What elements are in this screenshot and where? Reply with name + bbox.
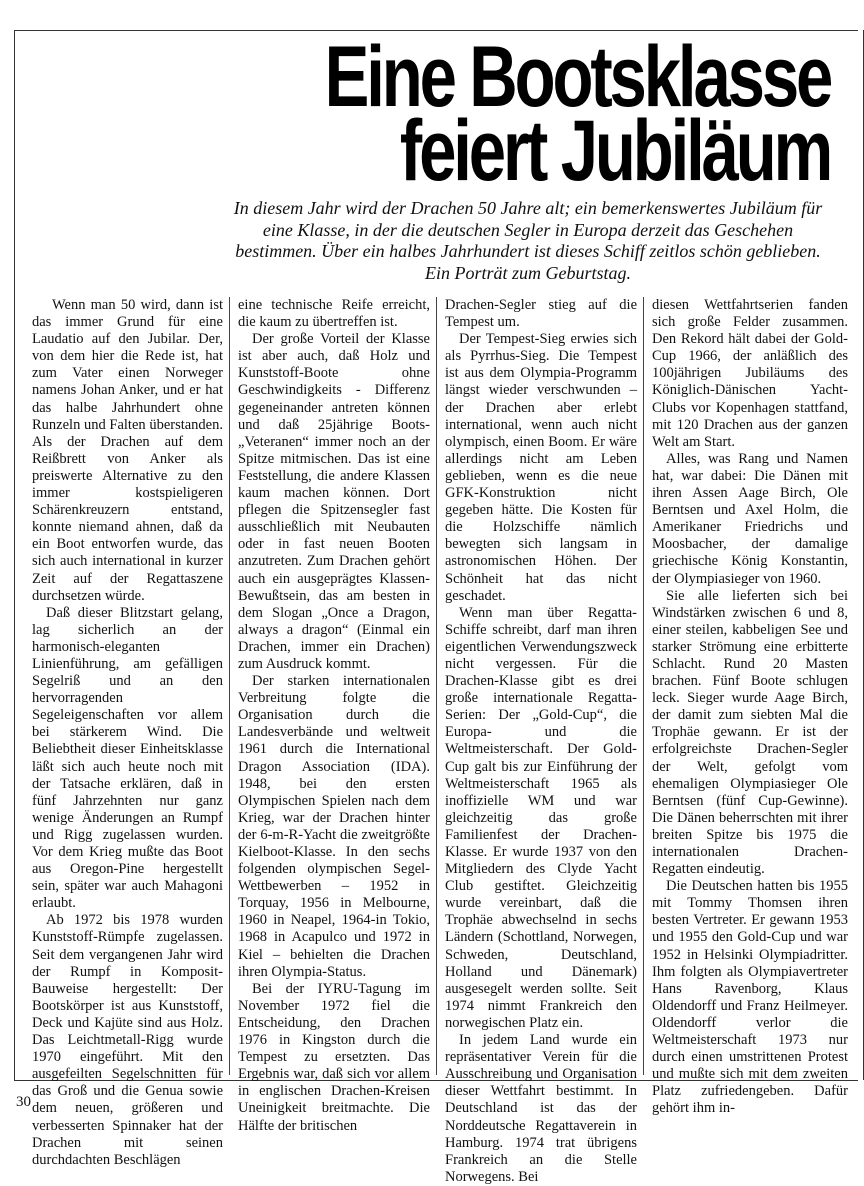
paragraph: Der Tempest-Sieg erwies sich als Pyrrhus-Sieg. Die Tempest ist aus dem Olympia-Programm längst wieder verschwunden – der Drachen aber erlebt international, wenn auch nicht olympisch, einen Boom. Er wäre allerdings nicht am Leben geblieben, wenn es die neue GFK-Konstruktion nicht gegeben hätte. Die Kosten für die Holzschiffe nämlich bewegten sich langsam in astronomischen Höhen. Der Schönheit hat das nicht geschadet. <box>445 331 637 604</box>
paragraph: Die Deutschen hatten bis 1955 mit Tommy Thomsen ihren besten Vertreter. Er gewann 1953 und 1955 den Gold-Cup und war 1952 in Helsinki Olympiadritter. Ihm folgten als Olympiavertreter Hans Ravenborg, Klaus Oldendorff und Franz Heilmeyer. Oldendorff verlor die Weltmeisterschaft 1973 nur durch einen umstrittenen Protest und mußte sich mit dem zweiten Platz zufriedengeben. Dafür gehört ihm in- <box>652 878 848 1117</box>
paragraph: eine technische Reife erreicht, die kaum zu übertreffen ist. <box>238 297 430 331</box>
headline-line-1: Eine Bootsklasse <box>324 29 830 125</box>
headline <box>324 29 830 199</box>
headline-line-2: feiert Jubiläum <box>399 103 830 199</box>
paragraph: Der große Vorteil der Klasse ist aber auch, daß Holz und Kunststoff-Boote ohne Geschwindigkeits - Differenz gegeneinander antreten können und daß 25jährige Boots-„Veteranen“ immer noch an der Spitze mitmischen. Das ist eine Feststellung, die andere Klassen kaum machen können. Dort pflegen die Spitzensegler fast ausschließlich mit Neubauten oder in fast neuen Booten anzutreten. Zum Drachen gehört auch ein ausgeprägtes Klassen-Bewußtsein, das am besten in dem Slogan „Once a Dragon, always a dragon“ (Einmal ein Drachen, immer ein Drachen) zum Ausdruck kommt. <box>238 331 430 672</box>
paragraph: In jedem Land wurde ein repräsentativer Verein für die Ausschreibung und Organisation dieser Wettfahrt bestimmt. In Deutschland ist das der Norddeutsche Regattaverein in Hamburg. 1974 trat übrigens Frankreich an die Stelle Norwegens. Bei <box>445 1032 637 1185</box>
paragraph: Wenn man 50 wird, dann ist das immer Grund für eine Laudatio auf den Jubilar. Der, von dem hier die Rede ist, hat zum Vater einen Norweger namens Johan Anker, und er hat das halbe Jahrhundert ohne Runzeln und Falten überstanden. Als der Drachen auf dem Reißbrett von Anker als preiswerte Alternative zu den immer kostspieligeren Schärenkreuzern entstand, konnte niemand ahnen, daß da ein Boot entworfen wurde, das sich auch international in kurzer Zeit auf der Regattaszene durchsetzen würde. <box>32 297 223 604</box>
lead-paragraph: In diesem Jahr wird der Drachen 50 Jahre alt; ein bemerkenswertes Jubiläum für eine Klasse, in der die deutschen Segler in Europa derzeit das Geschehen bestimmen. Über ein halbes Jahrhundert ist dieses Schiff zeitlos schön geblieben. Ein Porträt zum Geburtstag. <box>233 198 823 283</box>
column-4 <box>643 297 854 1117</box>
paragraph: Wenn man über Regatta-Schiffe schreibt, darf man ihren eigentlichen Verwendungszweck nicht vergessen. Für die Drachen-Klasse gibt es drei große internationale Regatta-Serien: Der „Gold-Cup“, die Europa- und die Weltmeisterschaft. Der Gold-Cup galt bis zur Einführung der Weltmeisterschaft 1965 als inoffizielle WM und war gleichzeitig das große Familienfest der Drachen-Klasse. Er wurde 1937 von den Mitgliedern des Clyde Yacht Club gestiftet. Gleichzeitig wurde vereinbart, daß die Trophäe abwechselnd in sechs Ländern (Schottland, Norwegen, Schweden, Deutschland, Holland und Dänemark) ausgesegelt werden sollte. Seit 1974 nimmt Frankreich den norwegischen Platz ein. <box>445 604 637 1031</box>
paragraph: Drachen-Segler stieg auf die Tempest um. <box>445 297 637 331</box>
column-2 <box>229 297 436 1134</box>
page-number: 30 <box>16 1094 31 1110</box>
paragraph: Daß dieser Blitzstart gelang, lag sicherlich an der harmonisch-eleganten Linienführung, am gefälligen Segelriß und an den hervorragenden Segeleigenschaften vor allem bei stärkerem Wind. Die Beliebtheit dieser Einheitsklasse läßt sich auch heute noch mit der Tatsache erklären, daß in fünf Jahrzehnten nur ganz wenige Änderungen an Rumpf und Rigg zugelassen wurden. Vor dem Krieg mußte das Boot aus Oregon-Pine hergestellt sein, später war auch Mahagoni erlaubt. <box>32 604 223 912</box>
paragraph: Sie alle lieferten sich bei Windstärken zwischen 6 und 8, einer steilen, kabbeligen See und starker Strömung eine erbitterte Schlacht. Rund 20 Masten brachen. Fünf Boote schlugen leck. Sieger wurde Aage Birch, der damit zum siebten Mal die Trophäe gewann. Er ist der erfolgreichste Drachen-Segler der Welt, gefolgt vom ehemaligen Olympiasieger Ole Berntsen (fünf Cup-Gewinne). Die Dänen beherrschten mit ihrer breiten Spitze bis 1975 die internationalen Drachen-Regatten eindeutig. <box>652 587 848 878</box>
frame-left-rule <box>14 30 15 1080</box>
paragraph: Der starken internationalen Verbreitung folgte die Organisation durch die Landesverbände und weltweit 1961 durch die International Dragon Association (IDA). 1948, bei den ersten Olympischen Spielen nach dem Krieg, war der Drachen hinter der 6-m-R-Yacht die zweitgrößte Kielboot-Klasse. In den sechs folgenden olympischen Segel-Wettbewerben – 1952 in Torquay, 1956 in Melbourne, 1960 in Neapel, 1964-in Tokio, 1968 in Acapulco und 1972 in Kiel – behielten die Drachen ihren Olympia-Status. <box>238 673 430 980</box>
paragraph: diesen Wettfahrtserien fanden sich große Felder zusammen. Den Rekord hält dabei der Gold-Cup 1966, der anläßlich des 100jährigen Jubiläums des Königlich-Dänischen Yacht-Clubs vor Kopenhagen stattfand, mit 120 Drachen aus der ganzen Welt am Start. <box>652 297 848 450</box>
paragraph: Bei der IYRU-Tagung im November 1972 fiel die Entscheidung, den Drachen 1976 in Kingston durch die Tempest zu ersetzten. Das Ergebnis war, daß sich vor allem in englischen Drachen-Kreisen Uneinigkeit breitmachte. Die Hälfte der britischen <box>238 980 430 1134</box>
column-3 <box>436 297 643 1185</box>
paragraph: Ab 1972 bis 1978 wurden Kunststoff-Rümpfe zugelassen. Seit dem vergangenen Jahr wird der Rumpf in Komposit-Bauweise hergestellt: Der Bootskörper ist aus Kunststoff, Deck und Kajüte sind aus Holz. Das Leichtmetall-Rigg wurde 1970 eingeführt. Mit den ausgefeilten Segelschnitten für das Groß und die Genua sowie dem neuen, größeren und verbesserten Spinnaker hat der Drachen mit seinen durchdachten Beschlägen <box>32 912 223 1168</box>
paragraph: Alles, was Rang und Namen hat, war dabei: Die Dänen mit ihren Assen Aage Birch, Ole Berntsen und Axel Holm, die Amerikaner Friedrichs und Moosbacher, der damalige griechische König Konstantin, der Olympiasieger von 1960. <box>652 450 848 587</box>
